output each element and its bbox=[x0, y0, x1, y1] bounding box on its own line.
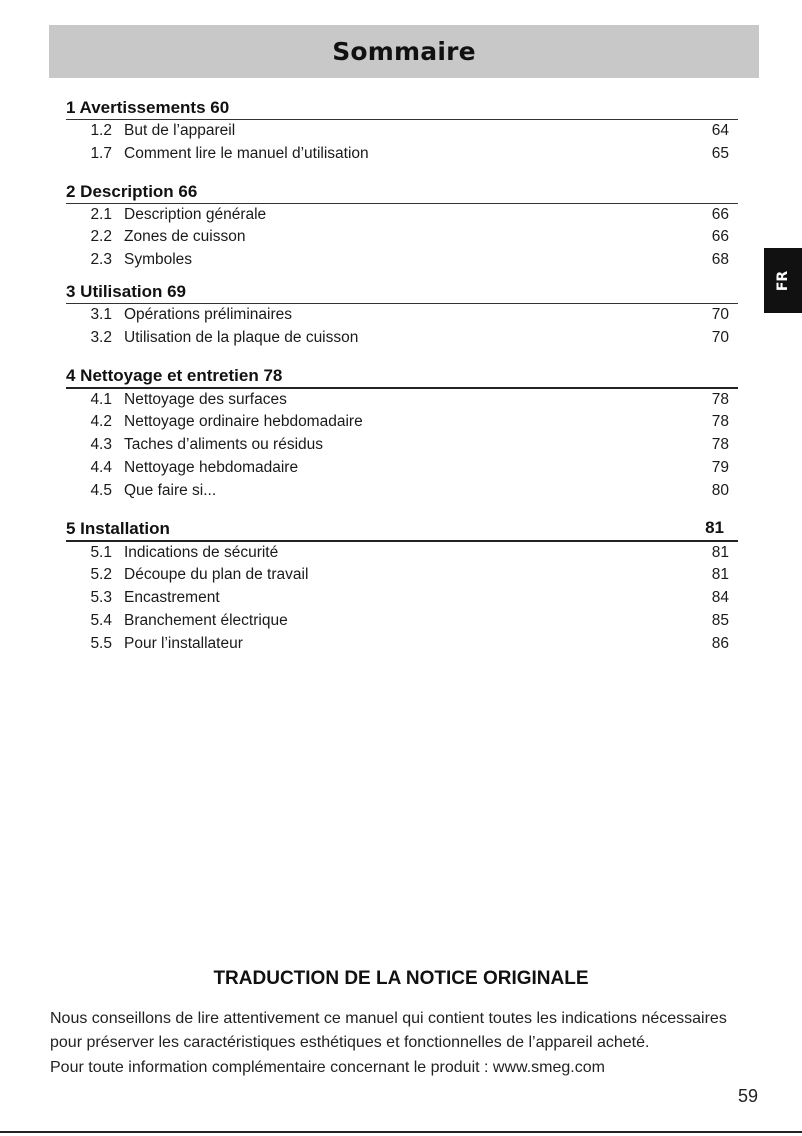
toc-entry-label: Nettoyage ordinaire hebdomadaire bbox=[124, 413, 363, 431]
toc-entry-number: 5.1 bbox=[90, 543, 112, 561]
toc-entry[interactable] bbox=[66, 480, 738, 503]
toc-entry-label: Zones de cuisson bbox=[124, 228, 246, 246]
toc-entry[interactable] bbox=[66, 304, 738, 327]
toc-section-3 bbox=[66, 276, 738, 360]
toc-section-title: 5 Installation bbox=[66, 518, 170, 538]
toc-entry[interactable] bbox=[66, 204, 738, 227]
toc-section-heading[interactable] bbox=[66, 92, 738, 120]
toc-section-title: 1 Avertissements 60 bbox=[66, 98, 230, 117]
toc-entry[interactable] bbox=[66, 457, 738, 480]
toc-entry-number: 4.1 bbox=[90, 390, 112, 408]
toc-entry-number: 3.1 bbox=[90, 305, 112, 323]
toc-entry-number: 5.2 bbox=[90, 566, 112, 584]
toc-entry-label: Indications de sécurité bbox=[124, 543, 279, 561]
toc-entry-number: 5.5 bbox=[90, 634, 112, 652]
translation-heading: TRADUCTION DE LA NOTICE ORIGINALE bbox=[213, 968, 589, 989]
toc-section-5 bbox=[66, 513, 738, 661]
intro-text bbox=[50, 1007, 760, 1080]
toc-entry-page: 80 bbox=[711, 481, 729, 499]
toc-entry-number: 2.3 bbox=[90, 251, 112, 269]
toc-entry-number: 4.3 bbox=[90, 436, 112, 454]
toc-entry[interactable] bbox=[66, 633, 738, 656]
toc-entry-label: Branchement électrique bbox=[124, 611, 288, 629]
toc-entry-label: But de l’appareil bbox=[124, 122, 236, 139]
toc-entry[interactable] bbox=[66, 143, 738, 166]
intro-line: Pour toute information complémentaire concernant le produit : www.smeg.com bbox=[50, 1059, 605, 1076]
page-number: 59 bbox=[737, 1086, 758, 1106]
toc-entry[interactable] bbox=[66, 542, 738, 565]
toc-entry[interactable] bbox=[66, 610, 738, 633]
toc-entry-number: 1.2 bbox=[90, 122, 112, 139]
toc-entry-number: 2.1 bbox=[90, 205, 112, 223]
toc-entry-page: 86 bbox=[711, 634, 729, 652]
toc-entry-page: 84 bbox=[711, 589, 729, 607]
toc-entry-label: Comment lire le manuel d’utilisation bbox=[124, 144, 369, 162]
page-title: Sommaire bbox=[332, 37, 476, 66]
toc-entry[interactable] bbox=[66, 389, 738, 412]
toc-section-2 bbox=[66, 176, 738, 276]
toc-entry-label: Encastrement bbox=[124, 589, 220, 607]
toc-entry-page: 81 bbox=[711, 566, 729, 584]
toc-entry-label: Description générale bbox=[124, 205, 267, 223]
toc-entry-page: 85 bbox=[711, 611, 729, 629]
toc-entry[interactable] bbox=[66, 434, 738, 457]
toc-section-4 bbox=[66, 360, 738, 513]
toc-entry-page: 66 bbox=[711, 205, 729, 223]
toc-entry-page: 70 bbox=[711, 328, 729, 346]
toc-section-title: 2 Description 66 bbox=[66, 181, 198, 201]
toc-entry-number: 4.4 bbox=[90, 458, 112, 476]
toc-entry-number: 5.4 bbox=[90, 611, 112, 629]
toc-entry-label: Nettoyage hebdomadaire bbox=[124, 458, 299, 476]
toc-entry-label: Utilisation de la plaque de cuisson bbox=[124, 328, 359, 346]
toc-entry-page: 68 bbox=[711, 251, 729, 269]
toc-entry-page: 78 bbox=[711, 390, 729, 408]
toc-entry[interactable] bbox=[66, 587, 738, 610]
toc-entry-page: 65 bbox=[711, 144, 729, 162]
language-tab-label: FR bbox=[775, 270, 791, 291]
toc-entry-page: 81 bbox=[711, 543, 729, 561]
toc-entry-number: 5.3 bbox=[90, 589, 112, 607]
toc-section-heading[interactable] bbox=[66, 360, 738, 389]
toc-entry-page: 66 bbox=[711, 228, 729, 246]
toc-section-title: 3 Utilisation 69 bbox=[66, 281, 186, 301]
toc-section-1 bbox=[66, 92, 738, 176]
toc-section-page: 81 bbox=[705, 517, 724, 537]
toc-entry[interactable] bbox=[66, 120, 738, 143]
toc-entry-number: 1.7 bbox=[90, 144, 112, 162]
table-of-contents bbox=[66, 92, 738, 661]
intro-line: pour préserver les caractéristiques esthétiques et fonctionnelles de l’appareil acheté. bbox=[50, 1033, 650, 1051]
language-tab bbox=[764, 248, 802, 313]
toc-entry[interactable] bbox=[66, 411, 738, 434]
toc-entry-page: 79 bbox=[711, 458, 729, 476]
toc-section-title: 4 Nettoyage et entretien 78 bbox=[66, 365, 283, 385]
toc-section-heading[interactable] bbox=[66, 276, 738, 304]
toc-entry-label: Pour l’installateur bbox=[124, 634, 243, 652]
toc-entry-page: 78 bbox=[711, 413, 729, 431]
toc-entry-label: Que faire si... bbox=[124, 481, 217, 499]
toc-entry-page: 70 bbox=[711, 305, 729, 323]
toc-entry[interactable] bbox=[66, 226, 738, 249]
toc-entry[interactable] bbox=[66, 327, 738, 350]
toc-entry-number: 3.2 bbox=[90, 328, 112, 346]
toc-entry-page: 78 bbox=[711, 436, 729, 454]
bottom-divider bbox=[0, 1131, 802, 1133]
intro-line: Nous conseillons de lire attentivement ce manuel qui contient toutes les indications nécessaires bbox=[50, 1010, 727, 1027]
toc-entry[interactable] bbox=[66, 249, 738, 272]
toc-entry-number: 4.5 bbox=[90, 481, 112, 499]
title-bar bbox=[49, 25, 759, 78]
toc-entry-label: Nettoyage des surfaces bbox=[124, 390, 287, 408]
toc-entry-label: Opérations préliminaires bbox=[124, 305, 292, 323]
toc-entry-label: Taches d’aliments ou résidus bbox=[124, 436, 324, 454]
toc-entry-number: 4.2 bbox=[90, 413, 112, 431]
toc-entry-label: Symboles bbox=[124, 251, 193, 269]
toc-entry-number: 2.2 bbox=[90, 228, 112, 246]
toc-entry-label: Découpe du plan de travail bbox=[124, 566, 309, 584]
toc-entry[interactable] bbox=[66, 564, 738, 587]
toc-section-heading[interactable] bbox=[66, 176, 738, 204]
toc-entry-page: 64 bbox=[711, 122, 729, 139]
toc-section-heading[interactable] bbox=[66, 513, 738, 542]
